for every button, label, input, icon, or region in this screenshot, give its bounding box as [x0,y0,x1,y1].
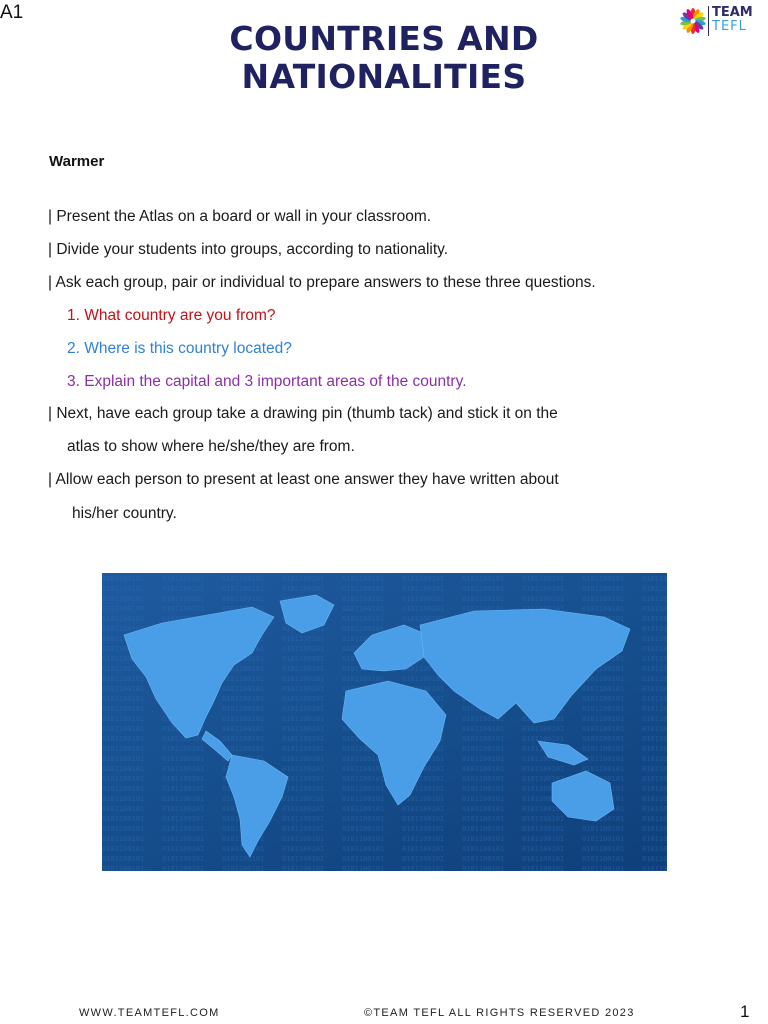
section-heading: Warmer [49,153,105,170]
title-line-1: COUNTRIES AND [229,19,539,58]
instruction-4: | Next, have each group take a drawing pin (thumb tack) and stick it on the [48,405,558,422]
question-2: 2. Where is this country located? [67,340,292,357]
question-1: 1. What country are you from? [67,307,276,324]
team-tefl-logo [679,4,765,38]
footer-copyright: ©TEAM TEFL ALL RIGHTS RESERVED 2023 [364,1007,635,1019]
logo-divider [708,6,709,36]
logo-text [712,6,753,34]
page-number: 1 [740,1002,750,1021]
title-line-2: NATIONALITIES [241,57,527,96]
footer-website: WWW.TEAMTEFL.COM [79,1007,220,1019]
page-title [0,20,768,96]
instruction-4-cont: atlas to show where he/she/they are from. [67,438,355,455]
instruction-5: | Allow each person to present at least one answer they have written about [48,471,559,488]
question-3: 3. Explain the capital and 3 important areas of the country. [67,373,467,390]
logo-text-tefl: TEFL [712,19,747,34]
logo-text-team: TEAM [712,5,753,20]
instruction-1: | Present the Atlas on a board or wall in your classroom. [48,208,432,225]
level-label: A1 [0,2,24,23]
instruction-2: | Divide your students into groups, according to nationality. [48,241,449,258]
instruction-3: | Ask each group, pair or individual to prepare answers to these three questions. [48,274,596,291]
world-map-image [102,573,667,871]
instruction-5-cont: his/her country. [72,505,177,522]
flower-logo-icon [679,7,707,35]
